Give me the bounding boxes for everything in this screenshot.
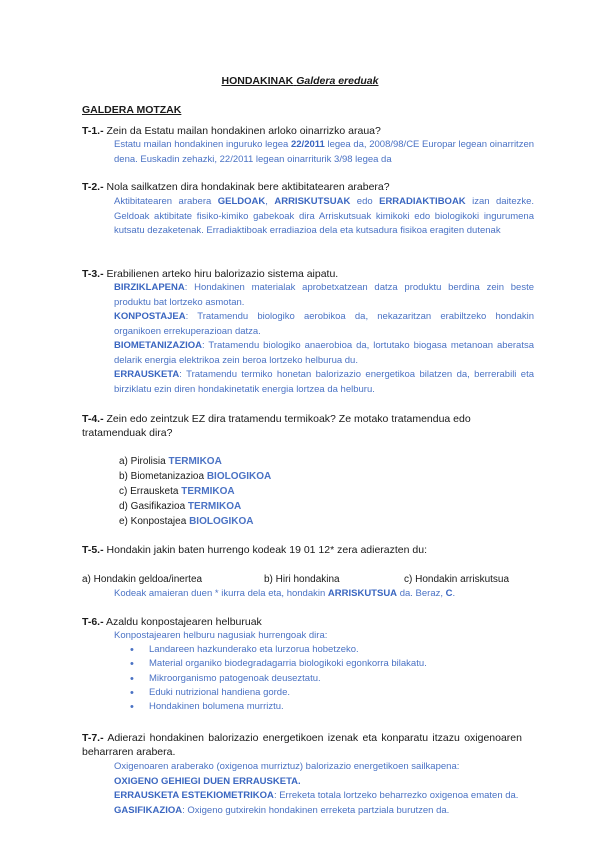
valorization-errausketa: ERRAUSKETA: Tratamendu termiko honetan balorizazio energetikoa bilatzen da, berrerabili eta birziklatu ezin diren hondakinetatik energia lortzea da helburu.	[114, 369, 534, 395]
question-t6: T-6.- Azaldu konpostajearen helburuak	[82, 616, 262, 628]
valorization-konpostajea: KONPOSTAJEA: Tratamendu biologiko aerobikoa da, nekazaritzan erabiltzeko hondakin organikoen errekuperazioan datza.	[114, 311, 534, 337]
answer-t6-intro: Konpostajearen helburu nagusiak hurrengoak dira:	[114, 630, 328, 641]
compost-goals-list	[130, 643, 427, 714]
list-item: • Mikroorganismo patogenoak deuseztatu.	[130, 672, 427, 686]
answer-t1: Estatu mailan hondakinen inguruko legea 22/2011 legea da, 2008/98/CE Europar legean oinarritzen dena. Euskadin zehazki, 22/2011 legean oinarriturik 3/98 legea da	[114, 139, 535, 165]
valorization-biometanizazioa: BIOMETANIZAZIOA: Tratamendu biologiko anaerobioa da, lortutako biogasa metanoan aberatsa delarik energia elektrikoa zein beroa lortzeko helburua du.	[114, 340, 534, 366]
option-b: b) Hiri hondakina	[264, 574, 340, 585]
answer-t2: Aktibitatearen arabera GELDOAK, ARRISKUTSUAK edo ERRADIAKTIBOAK izan daitezke. Geldoak aktibitate fisiko-kimiko gabekoak dira Arriskutsuak kimikoki edo biologikoki ingurumena kutsatu dezaketenak. Erradiaktiboak erradiazioa dela eta kutsadura fisikoa eragiten dutenak	[114, 196, 535, 236]
answer-t7: Oxigenoaren araberako (oxigenoa murriztuz) balorizazio energetikoen sailkapena: OXIGENO GEHIEGI DUEN ERRAUSKETA. ERRAUSKETA ESTEKIOMETRIKOA: Erreketa totala lortzeko beharrezko oxigenoa ematen da. GASIFIKAZIOA: Oxigeno gutxirekin hondakinen erreketa partziala burutzen da.	[114, 761, 519, 816]
question-t1: T-1.- Zein da Estatu mailan hondakinen arloko oinarrizko araua?	[82, 125, 381, 137]
list-item: • Hondakinen bolumena murriztu.	[130, 700, 427, 714]
list-item: e) Konpostajea BIOLOGIKOA	[119, 516, 254, 527]
section-heading: GALDERA MOTZAK	[82, 104, 182, 116]
question-t4: T-4.- Zein edo zeintzuk EZ dira tratamendu termikoak? Ze motako tratamendua edo tratamenduak dira?	[82, 413, 471, 439]
treatment-list	[119, 454, 271, 529]
list-item: • Material organiko biodegradagarria biologikoki egonkorra bilakatu.	[130, 657, 427, 671]
question-t2: T-2.- Nola sailkatzen dira hondakinak bere aktibitatearen arabera?	[82, 181, 390, 193]
answer-t5: Kodeak amaieran duen * ikurra dela eta, hondakin ARRISKUTSUA da. Beraz, C.	[114, 588, 456, 599]
list-item: b) Biometanizazioa BIOLOGIKOA	[119, 471, 272, 482]
list-item: • Eduki nutrizional handiena gorde.	[130, 686, 427, 700]
question-t5: T-5.- Hondakin jakin baten hurrengo kodeak 19 01 12* zera adierazten du:	[82, 544, 427, 556]
title-subtitle: Galdera ereduak	[296, 75, 379, 87]
question-t3: T-3.- Erabilienen arteko hiru balorizazio sistema aipatu.	[82, 268, 339, 280]
option-a: a) Hondakin geldoa/inertea	[82, 574, 203, 585]
answer-t3	[114, 281, 534, 397]
list-item: • Landareen hazkunderako eta lurzorua hobetzeko.	[130, 643, 427, 657]
title-main: HONDAKINAK	[221, 75, 294, 87]
list-item: a) Pirolisia TERMIKOA	[119, 456, 222, 467]
valorization-birziklapena: BIRZIKLAPENA: Hondakinen materialak aprobetxatzean datza produktu berdina zein beste produktu bat lortzeko asmotan.	[114, 282, 534, 308]
question-t7: T-7.- Adierazi hondakinen balorizazio energetikoen izenak eta konparatu itzazu oxigenoaren beharraren arabera.	[82, 732, 522, 758]
option-c: c) Hondakin arriskutsua	[404, 574, 510, 585]
page-title	[0, 75, 600, 87]
list-item: d) Gasifikazioa TERMIKOA	[119, 501, 242, 512]
list-item: c) Errausketa TERMIKOA	[119, 486, 235, 497]
